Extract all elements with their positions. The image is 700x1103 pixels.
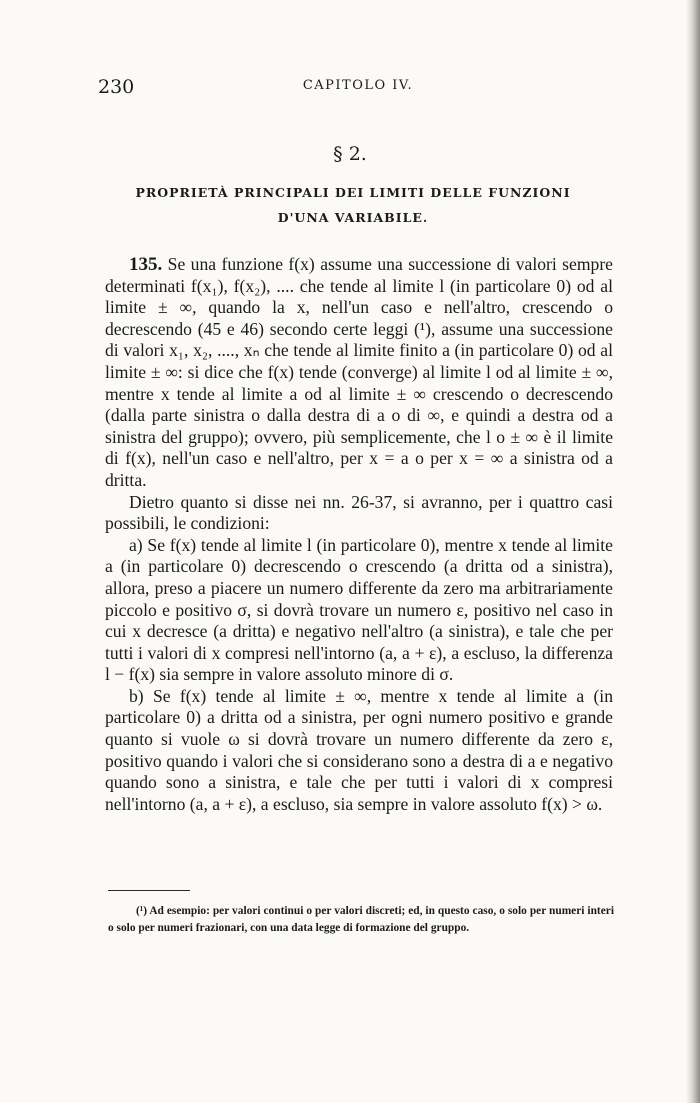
section-title-line-1: PROPRIETÀ PRINCIPALI DEI LIMITI DELLE FUNZIONI <box>135 185 571 200</box>
footnote <box>108 903 614 936</box>
running-head: CAPITOLO IV. <box>302 78 414 93</box>
footnote-text: (¹) Ad esempio: per valori continui o per valori discreti; ed, in questo caso, o solo per numeri interi o solo per numeri frazionari, con una data legge di formazione del gruppo. <box>108 905 614 934</box>
page-number: 230 <box>98 76 135 98</box>
paragraph-135 <box>105 254 613 492</box>
section-title <box>120 180 586 230</box>
paragraph-conditions-intro: Dietro quanto si disse nei nn. 26-37, si avranno, per i quattro casi possibili, le condizioni: <box>105 491 613 534</box>
paragraph-135-text: Se una funzione f(x) assume una successione di valori sempre determinati f(x₁), f(x₂), .... che tende al limite l (in particolare 0) od al limite ± ∞, quando la x, nell'un caso e nell'altro, crescendo o decrescendo (45 e 46) secondo certe leggi (¹), assume una successione di valori x₁, x₂, ...., xₙ che tende al limite finito a (in particolare 0) od al limite ± ∞: si dice che f(x) tende (converge) al limite l od al limite ± ∞, mentre x tende al limite a od al limite ± ∞ crescendo o decrescendo (dalla parte sinistra o dalla destra di a o di ∞, e quindi a destra od a sinistra del gruppo); ovvero, più semplicemente, che l o ± ∞ è il limite di f(x), nell'un caso e nell'altro, per x = a o per x = ∞ a sinistra od a dritta. <box>105 254 613 490</box>
footnote-rule <box>108 890 190 891</box>
section-title-line-2: D'UNA VARIABILE. <box>277 210 429 225</box>
page-edge-shadow <box>686 0 700 1103</box>
paragraph-case-a: a) Se f(x) tende al limite l (in particolare 0), mentre x tende al limite a (in particolare 0) decrescendo o crescendo (a dritta od a sinistra), allora, preso a piacere un numero differente da zero ma arbitrariamente piccolo e positivo σ, si dovrà trovare un numero ε, positivo nel caso in cui x decresce (a dritta) e negativo nell'altro (a sinistra), e tale che per tutti i valori di x compresi nell'intorno (a, a + ε), a escluso, la differenza l − f(x) sia sempre in valore assoluto minore di σ. <box>105 534 613 685</box>
paragraph-case-b: b) Se f(x) tende al limite ± ∞, mentre x tende al limite a (in particolare 0) a dritta od a sinistra, per ogni numero positivo e grande quanto si vuole ω si dovrà trovare un numero differente da zero ε, positivo quando i valori che si considerano sono a destra di a e negativo quando sono a sinistra, e tale che per tutti i valori di x compresi nell'intorno (a, a + ε), a escluso, sia sempre in valore assoluto f(x) > ω. <box>105 685 613 814</box>
page-header <box>98 76 618 100</box>
paragraph-number: 135. <box>129 254 163 275</box>
section-number: § 2. <box>333 143 367 165</box>
body-text <box>105 254 613 815</box>
